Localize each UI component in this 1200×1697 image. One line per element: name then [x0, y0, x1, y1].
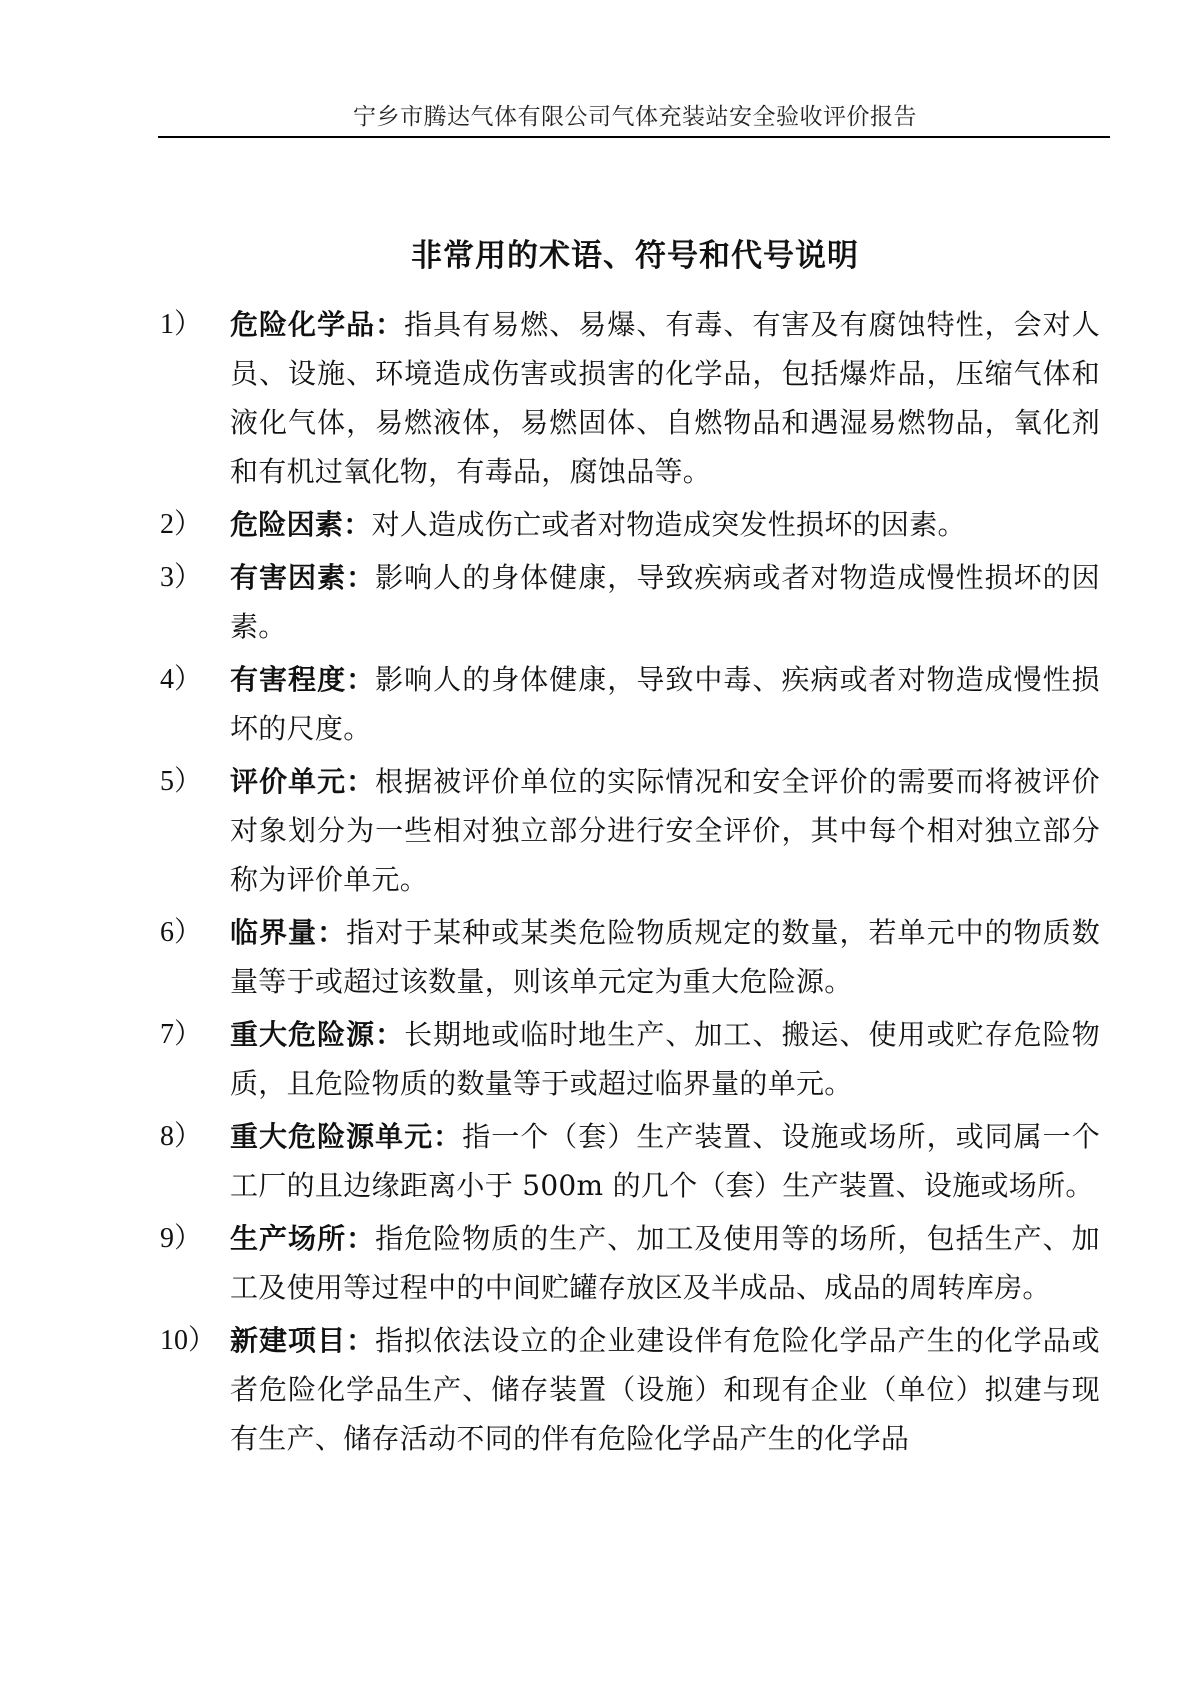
item-number: 5）: [160, 766, 203, 797]
item-text: 对人造成伤亡或者对物造成突发性损坏的因素。: [371, 508, 966, 541]
item-text: 指拟依法设立的企业建设伴有危险化学品产生的化学品或者危险化学品生产、储存装置（设施）和现有企业（单位）拟建与现有生产、储存活动不同的伴有危险化学品产生的化学品: [230, 1324, 1100, 1455]
item-term: 有害因素：: [230, 561, 376, 594]
item-body: [230, 1316, 1100, 1463]
item-term: 评价单元：: [230, 765, 376, 798]
item-body: [230, 655, 1100, 753]
definition-item-6: [160, 908, 1110, 1006]
definition-item-10: [160, 1316, 1110, 1463]
item-number: 10）: [160, 1325, 217, 1356]
header-rule: [158, 136, 1110, 138]
item-body: [230, 1214, 1100, 1312]
definition-item-2: [160, 500, 1110, 549]
item-text: 根据被评价单位的实际情况和安全评价的需要而将被评价对象划分为一些相对独立部分进行安全评价，其中每个相对独立部分称为评价单元。: [230, 765, 1100, 896]
item-body: [230, 908, 1100, 1006]
item-text: 指对于某种或某类危险物质规定的数量，若单元中的物质数量等于或超过该数量，则该单元定为重大危险源。: [230, 916, 1101, 998]
item-number: 4）: [160, 664, 203, 695]
item-body: [230, 500, 1100, 549]
definition-item-5: [160, 757, 1110, 904]
section-title: 非常用的术语、符号和代号说明: [411, 238, 859, 274]
item-text: 影响人的身体健康，导致疾病或者对物造成慢性损坏的因素。: [230, 561, 1100, 643]
item-term: 新建项目：: [230, 1324, 376, 1357]
item-text: 影响人的身体健康，导致中毒、疾病或者对物造成慢性损坏的尺度。: [230, 663, 1100, 745]
item-body: [230, 1112, 1100, 1210]
item-number: 9）: [160, 1223, 203, 1254]
item-body: [230, 1010, 1100, 1108]
item-text: 长期地或临时地生产、加工、搬运、使用或贮存危险物质，且危险物质的数量等于或超过临界量的单元。: [230, 1018, 1101, 1100]
definition-item-8: [160, 1112, 1110, 1210]
definition-item-9: [160, 1214, 1110, 1312]
item-text: 指具有易燃、易爆、有毒、有害及有腐蚀特性，会对人员、设施、环境造成伤害或损害的化学品，包括爆炸品，压缩气体和液化气体，易燃液体，易燃固体、自燃物品和遇湿易燃物品，氧化剂和有机过氧化物，有毒品，腐蚀品等。: [230, 308, 1101, 488]
item-number: 8）: [160, 1121, 203, 1152]
definition-item-4: [160, 655, 1110, 753]
item-number: 1）: [160, 309, 203, 340]
definition-item-3: [160, 553, 1110, 651]
item-text: 指危险物质的生产、加工及使用等的场所，包括生产、加工及使用等过程中的中间贮罐存放区及半成品、成品的周转库房。: [230, 1222, 1100, 1304]
item-term: 临界量：: [230, 916, 347, 949]
item-body: [230, 553, 1100, 651]
item-body: [230, 757, 1100, 904]
item-number: 7）: [160, 1019, 203, 1050]
item-term: 生产场所：: [230, 1222, 376, 1255]
item-body: [230, 300, 1100, 496]
item-text: 指一个（套）生产装置、设施或场所，或同属一个工厂的且边缘距离小于 500m 的几个（套）生产装置、设施或场所。: [230, 1120, 1101, 1202]
item-term: 重大危险源单元：: [230, 1120, 463, 1153]
definition-item-1: [160, 300, 1110, 496]
running-header: 宁乡市腾达气体有限公司气体充装站安全验收评价报告: [353, 104, 917, 130]
item-term: 危险因素：: [230, 508, 372, 541]
item-term: 危险化学品：: [230, 308, 405, 341]
item-number: 3）: [160, 562, 203, 593]
item-number: 6）: [160, 917, 203, 948]
item-term: 有害程度：: [230, 663, 376, 696]
definition-list: [160, 300, 1110, 1467]
item-term: 重大危险源：: [230, 1018, 405, 1051]
item-number: 2）: [160, 509, 203, 540]
definition-item-7: [160, 1010, 1110, 1108]
